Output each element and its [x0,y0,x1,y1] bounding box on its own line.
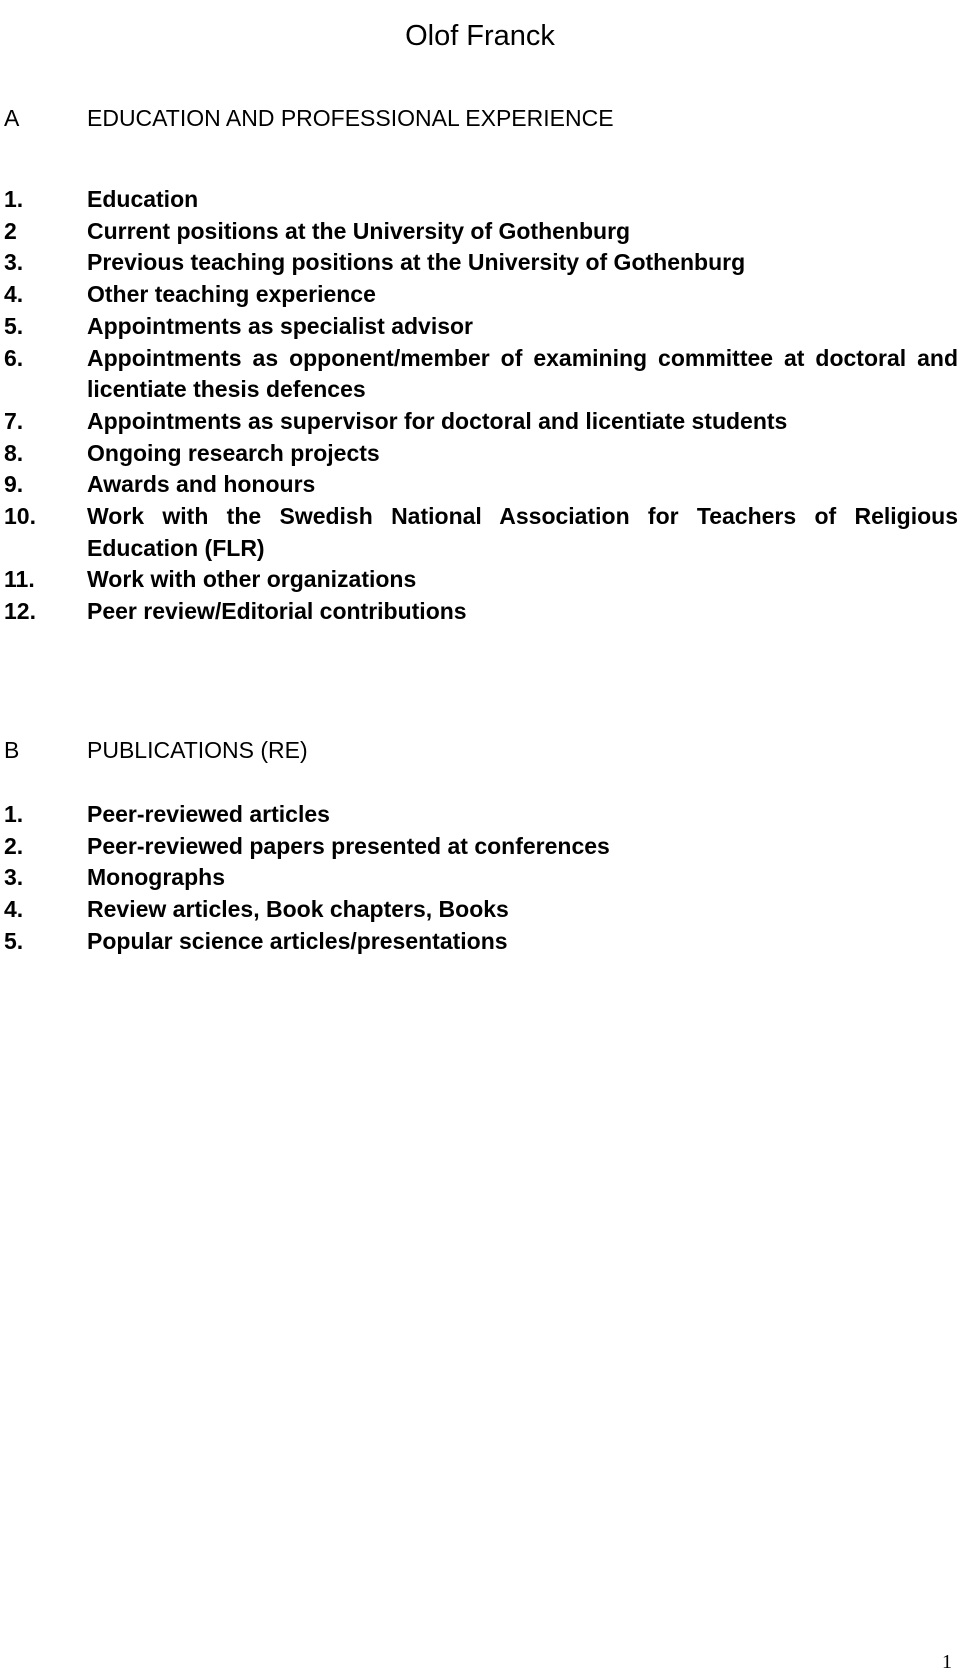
item-text: Previous teaching positions at the University of Gothenburg [87,249,746,276]
item-number: 1. [4,801,24,827]
item-number: 3. [4,864,24,891]
section-b-letter: B [4,737,20,763]
list-item [4,596,958,628]
item-number: 7. [4,407,24,434]
item-number: 2. [4,832,24,859]
item-number: 5. [4,312,24,339]
list-item [4,311,958,343]
item-text: Work with other organizations [87,566,417,593]
section-a-letter: A [4,105,20,131]
item-text: Monographs [87,864,225,891]
list-item [4,926,958,958]
item-number: 4. [4,896,24,923]
page-title: Olof Franck [405,20,555,53]
item-text: Awards and honours [87,471,316,498]
item-text: Education [87,186,199,212]
item-text: Ongoing research projects [87,439,380,466]
section-a-list [4,184,958,628]
item-text: Appointments as opponent/member of examining committee at doctoral and licentiate thesis defences [87,344,958,403]
page-number: 1 [942,1651,952,1673]
list-item [4,406,958,438]
list-item [4,247,958,279]
item-number: 11. [4,566,35,593]
list-item [4,343,958,406]
list-item [4,184,958,216]
item-number: 8. [4,439,24,466]
list-item [4,831,958,863]
list-item [4,862,958,894]
item-number: 10. [4,503,36,530]
item-text: Peer-reviewed articles [87,801,330,827]
item-text: Appointments as specialist advisor [87,312,474,339]
item-text: Work with the Swedish National Association for Teachers of Religious Education (FLR) [87,503,958,561]
item-text: Current positions at the University of Gothenburg [87,217,631,244]
section-a-title: EDUCATION AND PROFESSIONAL EXPERIENCE [87,105,614,131]
item-text: Review articles, Book chapters, Books [87,896,509,923]
list-item [4,501,958,564]
item-number: 6. [4,344,24,371]
list-item [4,799,958,831]
item-text: Other teaching experience [87,281,376,308]
list-item [4,894,958,926]
list-item [4,564,958,596]
item-number: 12. [4,598,36,625]
item-text: Peer-reviewed papers presented at conferences [87,832,610,859]
item-number: 2 [4,217,17,244]
item-number: 9. [4,471,24,498]
item-number: 3. [4,249,24,276]
list-item [4,438,958,470]
item-number: 4. [4,281,24,308]
item-number: 5. [4,927,24,954]
list-item [4,279,958,311]
item-text: Peer review/Editorial contributions [87,598,467,625]
item-text: Appointments as supervisor for doctoral and licentiate students [87,407,788,434]
section-b-list [4,799,958,958]
section-b-title: PUBLICATIONS (RE) [87,737,308,763]
list-item [4,216,958,248]
list-item [4,469,958,501]
item-number: 1. [4,186,24,212]
item-text: Popular science articles/presentations [87,927,508,954]
